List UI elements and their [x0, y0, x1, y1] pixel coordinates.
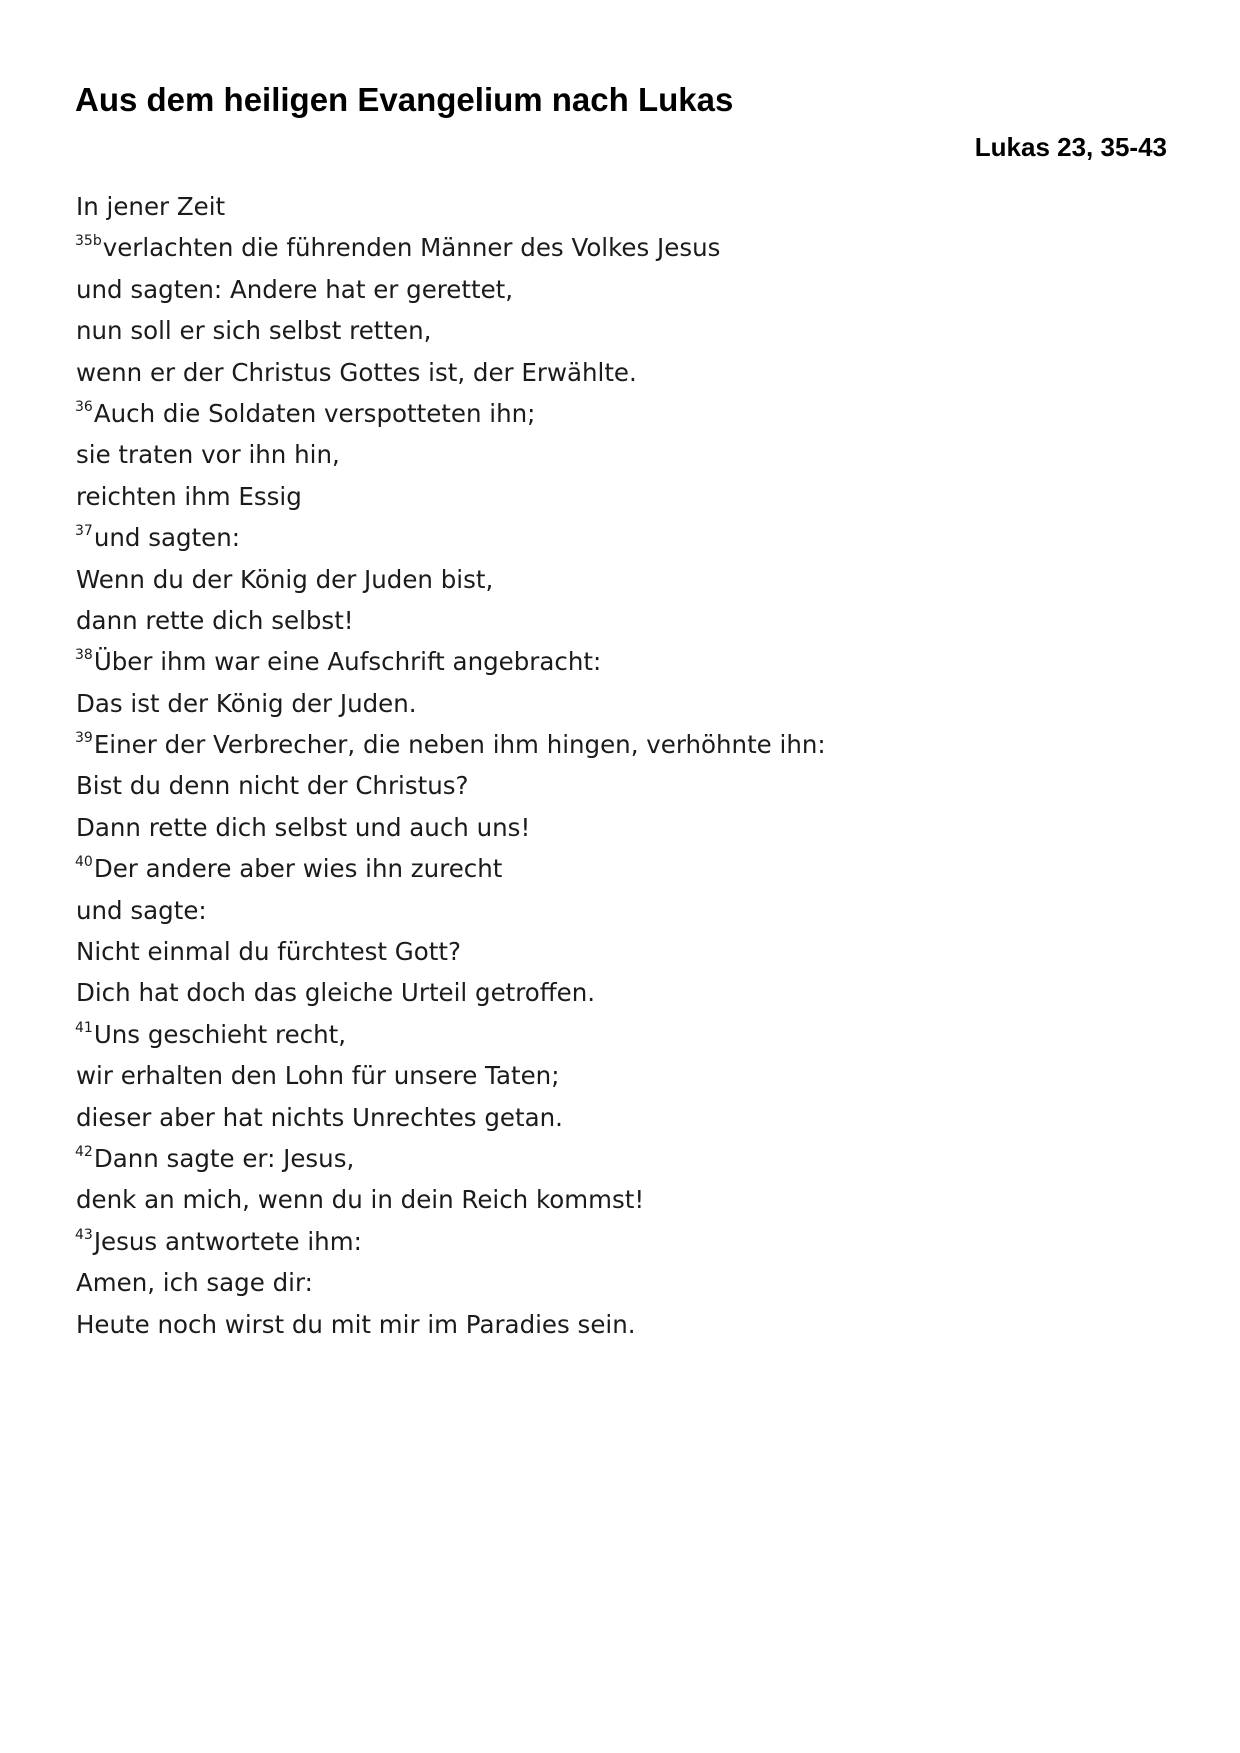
- line-text: Dich hat doch das gleiche Urteil getroffen.: [76, 978, 596, 1008]
- verse-number: 38: [75, 647, 93, 664]
- line-text: Nicht einmal du fürchtest Gott?: [76, 937, 461, 967]
- reading-line: [75, 683, 1075, 724]
- verse-number: 36: [75, 398, 93, 415]
- line-text: Das ist der König der Juden.: [76, 688, 417, 718]
- reading-line: [75, 931, 1075, 972]
- line-text: und sagte:: [76, 895, 207, 925]
- reading-line: [75, 393, 1075, 434]
- verse-number: 43: [75, 1226, 93, 1243]
- reading-line: [75, 972, 1075, 1013]
- line-text: Auch die Soldaten verspotteten ihn;: [93, 398, 536, 428]
- line-text: nun soll er sich selbst retten,: [76, 316, 432, 346]
- line-text: Einer der Verbrecher, die neben ihm hingen, verhöhnte ihn:: [93, 730, 826, 760]
- line-text: dieser aber hat nichts Unrechtes getan.: [76, 1102, 563, 1132]
- line-text: reichten ihm Essig: [76, 481, 302, 511]
- line-text: Wenn du der König der Juden bist,: [76, 564, 494, 594]
- reading-line: [75, 890, 1075, 931]
- reading-line: [75, 352, 1075, 393]
- line-text: Amen, ich sage dir:: [76, 1268, 313, 1298]
- reading-line: [75, 1304, 1075, 1345]
- line-text: sie traten vor ihn hin,: [76, 440, 340, 470]
- line-text: Der andere aber wies ihn zurecht: [93, 854, 503, 884]
- verse-number: 42: [75, 1143, 93, 1160]
- verse-number: 41: [75, 1019, 93, 1036]
- reading-line: [75, 310, 1075, 351]
- line-text: Bist du denn nicht der Christus?: [76, 771, 469, 801]
- verse-number: 37: [75, 523, 93, 540]
- reading-line: [75, 434, 1075, 475]
- line-text: denk an mich, wenn du in dein Reich kommst!: [76, 1185, 645, 1215]
- reading-line: [75, 1014, 1075, 1055]
- reading-line: [75, 848, 1075, 889]
- document-title: Aus dem heiligen Evangelium nach Lukas: [75, 81, 734, 118]
- line-text: wir erhalten den Lohn für unsere Taten;: [76, 1061, 560, 1091]
- reading-line: [75, 1097, 1075, 1138]
- line-text: dann rette dich selbst!: [76, 605, 354, 635]
- line-text: und sagten: Andere hat er gerettet,: [76, 274, 514, 304]
- line-text: Dann sagte er: Jesus,: [93, 1143, 355, 1173]
- line-text: Uns geschieht recht,: [93, 1019, 347, 1049]
- reading-line: [75, 559, 1075, 600]
- reading-line: [75, 227, 1075, 268]
- verse-number: 40: [75, 854, 93, 871]
- reading-line: [75, 1221, 1075, 1262]
- scripture-reference: Lukas 23, 35-43: [974, 132, 1167, 162]
- verse-number: 39: [75, 730, 93, 747]
- reading-line: [75, 765, 1075, 806]
- reading-line: [75, 724, 1075, 765]
- line-text: Dann rette dich selbst und auch uns!: [76, 812, 531, 842]
- reading-line: [75, 476, 1075, 517]
- reading-line: [75, 269, 1075, 310]
- line-text: Über ihm war eine Aufschrift angebracht:: [93, 647, 602, 677]
- verse-number: 35b: [75, 233, 102, 250]
- reading-line: [75, 641, 1075, 682]
- reading-line: [75, 1262, 1075, 1303]
- reading-line: [75, 517, 1075, 558]
- reading-line: [75, 807, 1075, 848]
- reading-line: [75, 1138, 1075, 1179]
- reading-line: [75, 1179, 1075, 1220]
- line-text: Jesus antwortete ihm:: [93, 1226, 362, 1256]
- line-text: verlachten die führenden Männer des Volkes Jesus: [102, 233, 721, 263]
- line-text: In jener Zeit: [76, 192, 226, 221]
- reading-line: [75, 600, 1075, 641]
- line-text: und sagten:: [93, 523, 241, 553]
- reading-line: [75, 186, 1075, 227]
- reading-line: [75, 1055, 1075, 1096]
- line-text: Heute noch wirst du mit mir im Paradies sein.: [76, 1309, 636, 1339]
- reading-text: [75, 186, 1075, 1345]
- line-text: wenn er der Christus Gottes ist, der Erwählte.: [76, 357, 637, 387]
